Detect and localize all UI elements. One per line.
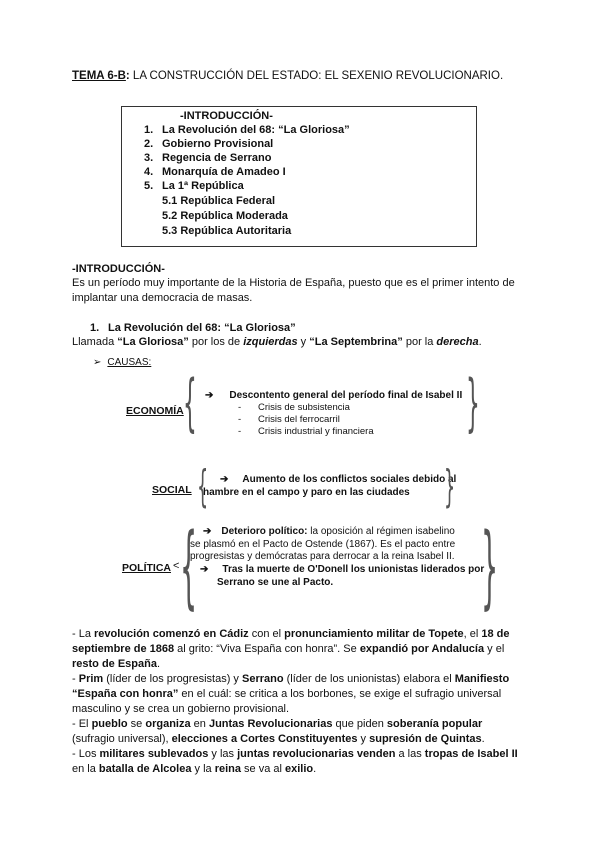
paragraph-line: - La revolución comenzó en Cádiz con el pronunciamiento militar de Topete, el 18 de [72,628,510,640]
economia-sub: - Crisis industrial y financiera [238,426,374,437]
left-brace-icon: { [183,366,197,439]
toc-heading: -INTRODUCCIÓN- [180,110,273,122]
left-brace-icon: { [180,514,198,619]
paragraph-line: “España con honra” en el cuál: se critica a los borbones, se exige el sufragio universal [72,688,502,700]
toc-item: 2. Gobierno Provisional [144,138,274,150]
paragraph-line: en la batalla de Alcolea y la reina se va al exilio. [72,763,317,775]
arrow-icon: ➔ [220,474,229,485]
intro-line: implantar una democracia de masas. [72,292,253,304]
paragraph-line: masculino y se crea un gobierno provisional. [72,703,290,715]
toc-subitem: 5.1 República Federal [162,195,276,207]
toc-subitem: 5.3 República Autoritaria [162,225,292,237]
right-brace-icon: } [466,366,480,439]
section-heading: 1. La Revolución del 68: “La Gloriosa” [90,322,296,334]
arrow-left-icon: < [173,560,180,572]
right-brace-icon: } [444,461,456,512]
toc-item: 5. La 1ª República [144,180,244,192]
social-line: hambre en el campo y paro en las ciudades [203,487,410,498]
intro-line: Es un período muy importante de la Historia de España, puesto que es el primer intento de [72,277,515,289]
paragraph-line: resto de España. [72,658,161,670]
toc-box [121,106,477,247]
toc-subitem: 5.2 República Moderada [162,210,288,222]
document-title [72,69,542,84]
politica-line: ➔ Deterioro político: la oposición al régimen isabelino [203,526,455,537]
paragraph-line: - Los militares sublevados y las juntas revolucionarias venden a las tropas de Isabel II [72,748,518,760]
politica-line: progresistas y demócratas para derrocar a la reina Isabel II. [190,551,455,562]
right-brace-icon: } [481,514,499,619]
arrow-icon: ➔ [200,564,209,575]
economia-label: ECONOMÍA [126,405,184,417]
economia-sub: - Crisis de subsistencia [238,402,350,413]
left-brace-icon: { [197,461,209,512]
economia-main: ➔ Descontento general del período final de Isabel II [205,390,463,401]
title-text: LA CONSTRUCCIÓN DEL ESTADO: EL SEXENIO REVOLUCIONARIO. [129,70,504,82]
arrow-icon: ➔ [203,526,212,537]
toc-item: 3. Regencia de Serrano [144,152,272,164]
paragraph-line: - Prim (líder de los progresistas) y Serrano (líder de los unionistas) elabora el Manifiesto [72,673,510,685]
paragraph-line: (sufragio universal), elecciones a Cortes Constituyentes y supresión de Quintas. [72,733,485,745]
arrow-bullet-icon: ➢ [93,357,102,368]
arrow-icon: ➔ [205,390,214,401]
social-label: SOCIAL [152,484,192,496]
social-line: ➔ Aumento de los conflictos sociales debido al [220,474,457,485]
toc-item: 1. La Revolución del 68: “La Gloriosa” [144,124,350,136]
intro-heading: -INTRODUCCIÓN- [72,263,165,275]
paragraph-line: septiembre de 1868 al grito: “Viva España con honra”. Se expandió por Andalucía y el [72,643,505,655]
economia-sub: - Crisis del ferrocarril [238,414,340,425]
toc-item: 4. Monarquía de Amadeo I [144,166,286,178]
title-label: TEMA 6-B [72,70,126,82]
politica-label: POLÍTICA [122,562,171,574]
causas-label: ➢ CAUSAS: [93,357,152,368]
section-paragraph: Llamada “La Gloriosa” por los de izquierdas y “La Septembrina” por la derecha. [72,336,482,348]
politica-line: ➔ Tras la muerte de O'Donell los unionistas liderados por [200,564,485,575]
politica-line: se plasmó en el Pacto de Ostende (1867). Es el pacto entre [190,539,456,550]
politica-line: Serrano se une al Pacto. [217,577,334,588]
paragraph-line: - El pueblo se organiza en Juntas Revolucionarias que piden soberanía popular [72,718,483,730]
title-colon: : [125,70,130,82]
